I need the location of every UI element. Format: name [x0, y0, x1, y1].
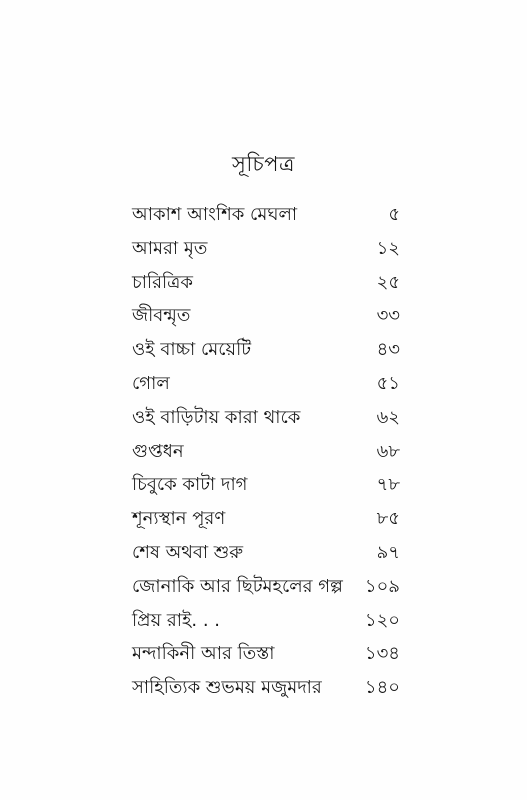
story-title: মন্দাকিনী আর তিস্তা [132, 643, 275, 665]
page-number: ৫ [388, 204, 400, 225]
story-title: ওই বাড়িটায় কারা থাকে [132, 406, 301, 428]
toc-entry [132, 637, 400, 671]
story-title: শেষ অথবা শুরু [132, 541, 244, 563]
page-number: ৫১ [376, 372, 400, 394]
story-title: চিবুকে কাটা দাগ [132, 474, 248, 496]
story-title: আমরা মৃত [132, 237, 208, 259]
story-title: ওই বাচ্চা মেয়েটি [132, 339, 252, 361]
toc-entry [132, 198, 400, 232]
toc-entry [132, 570, 400, 604]
page-number: ২৫ [376, 271, 400, 293]
story-title: গোল [132, 372, 170, 394]
page-number: ৪৩ [376, 339, 400, 361]
toc-entry [132, 299, 400, 333]
toc-entry [132, 671, 400, 705]
toc-entry [132, 604, 400, 638]
page-number: ১২ [376, 237, 400, 259]
toc-entry [132, 502, 400, 536]
toc-entry [132, 401, 400, 435]
story-title: প্রিয় রাই. . . [132, 609, 221, 631]
story-title: সাহিত্যিক শুভময় মজুমদার [132, 677, 322, 699]
story-title: আকাশ আংশিক মেঘলা [132, 204, 298, 225]
toc-entry [132, 536, 400, 570]
contents-heading: সূচিপত্র [232, 152, 295, 176]
toc-entry [132, 266, 400, 300]
page-number: ১৪০ [364, 677, 400, 699]
table-of-contents [132, 198, 400, 705]
toc-entry [132, 232, 400, 266]
page-number: ১২০ [364, 609, 400, 631]
page-number: ৯৭ [376, 541, 400, 563]
page-number: ৬২ [376, 406, 400, 428]
story-title: গুপ্তধন [132, 440, 184, 462]
toc-entry [132, 333, 400, 367]
toc-entry [132, 367, 400, 401]
story-title: চারিত্রিক [132, 271, 193, 293]
toc-entry [132, 435, 400, 469]
page-number: ১৩৪ [364, 643, 400, 665]
story-title: শূন্যস্থান পূরণ [132, 508, 226, 530]
toc-entry [132, 468, 400, 502]
page-number: ৬৮ [376, 440, 400, 462]
page-number: ৮৫ [376, 508, 400, 530]
story-title: জীবন্মৃত [132, 305, 191, 327]
page-number: ৩৩ [376, 305, 400, 327]
page-number: ৭৮ [376, 474, 400, 496]
story-title: জোনাকি আর ছিটমহলের গল্প [132, 575, 343, 597]
page-number: ১০৯ [364, 575, 400, 597]
